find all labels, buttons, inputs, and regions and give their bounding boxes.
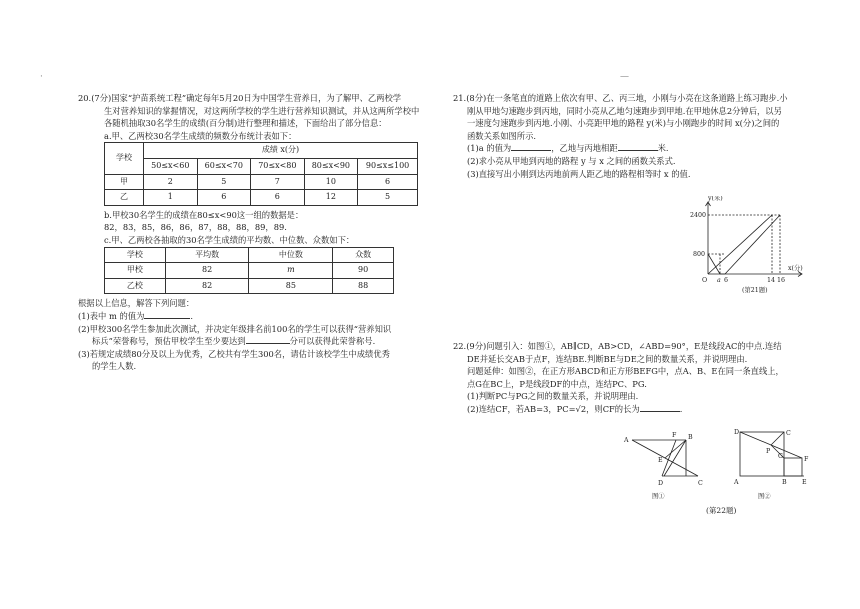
table-row (105, 263, 394, 279)
table-cell: 82 (165, 263, 249, 279)
q21-sub1-text: (1)a 的值为 (467, 143, 512, 154)
table-cell: m (249, 263, 333, 279)
x-tick-a: a (717, 277, 721, 284)
q20-intro-line1: 20.(7分)国家“护苗系统工程”确定每年5月20日为中国学生营养日，为了解甲、乙两校学 (78, 93, 402, 103)
q20-sub2-tail: 分可以获得此荣誉称号. (289, 336, 376, 347)
x-tick-6: 6 (724, 277, 729, 284)
figure-1-caption: 图① (652, 493, 665, 500)
label-f: F (672, 432, 677, 439)
q20-sub2-text: 标兵”荣誉称号，预估甲校学生至少要达到 (92, 336, 246, 347)
q20-intro-line2: 生对营养知识的掌握情况，对这两所学校的学生进行营养知识测试，并从这两所学校中 (104, 105, 420, 116)
q20-sub1: (1)表中 m 的值为 . (78, 310, 194, 321)
scan-mark: — (620, 72, 629, 82)
q21-sub1 (453, 142, 805, 155)
table-cell: 乙校 (105, 278, 166, 294)
q22-sub2-text: (2)连结CF，若AB=3，PC=√2，则CF的长为 (467, 403, 640, 414)
label-b: B (688, 434, 693, 441)
table-cell: 甲 (105, 174, 144, 190)
table-row (105, 190, 418, 206)
question-20 (78, 92, 423, 373)
table-row (105, 174, 418, 190)
table-cell: 甲校 (105, 263, 166, 279)
segment-db (664, 440, 686, 476)
table-cell: 12 (304, 190, 358, 206)
table-col-header: 60≤x<70 (197, 158, 251, 174)
scan-mark: · (40, 72, 43, 82)
table-cell: 乙 (105, 190, 144, 206)
table-col-header: 平均数 (165, 247, 249, 263)
label-d: D (658, 480, 664, 487)
label-a: A (624, 437, 629, 444)
label-f: F (804, 456, 809, 463)
q22-line4: 点G在BC上，P是线段DF的中点，连结PC、PG. (467, 378, 647, 389)
q21-line4: 函数关系如图所示. (467, 130, 537, 141)
question-21 (453, 92, 805, 180)
table-col-header: 学校 (105, 247, 166, 263)
q20-a-title: a.甲、乙两校30名学生成绩的频数分布统计表如下： (104, 130, 297, 141)
label-c: C (698, 480, 703, 487)
y-tick-2400: 2400 (690, 212, 707, 219)
q21-line1: 21.(8分)在一条笔直的道路上依次有甲、乙、丙三地，小刚与小亮在这条道路上练习跑步.小 (453, 93, 788, 103)
table-header-school: 学校 (105, 143, 144, 174)
square-befg (784, 458, 802, 476)
figure-2-caption: 图② (758, 493, 771, 500)
q22-caption: (第22题) (706, 506, 737, 515)
table-cell: 7 (251, 174, 305, 190)
label-e: E (802, 479, 807, 486)
q20-sub3-line1: (3)若规定成绩80分及以上为优秀，乙校共有学生300名，请估计该校学生中成绩优秀 (78, 348, 390, 359)
label-p: P (766, 448, 771, 455)
answer-blank[interactable] (640, 411, 680, 412)
q21-sub3: (3)直接写出小刚到达丙地前两人距乙地的路程相等时 x 的值. (467, 168, 691, 179)
q21-sub2: (2)求小亮从甲地到丙地的路程 y 与 x 之间的函数关系式. (467, 155, 676, 166)
q21-line3: 一速度匀速跑步到丙地.小刚、小亮距甲地的路程 y(米)与小刚跑步的时间 x(分)之间的 (467, 118, 780, 129)
answer-blank[interactable] (618, 150, 658, 151)
table-cell: 6 (251, 190, 305, 206)
frequency-table (104, 142, 418, 205)
segment-be (665, 440, 686, 458)
label-b: B (782, 479, 787, 486)
table-cell: 90 (333, 263, 394, 279)
segment-pc (771, 432, 784, 445)
table-cell: 2 (144, 174, 198, 190)
y-axis-label: y(米) (708, 196, 723, 202)
q22-figure-2 (732, 428, 812, 500)
q22-line1: 22.(9分)问题引入：如图①，AB∥CD，AB>CD，∠ABD=90°，E是线段AC的中点.连结 (453, 341, 782, 351)
table-cell: 6 (358, 174, 418, 190)
x-axis-label: x(分) (788, 265, 803, 272)
table-row (105, 278, 394, 294)
xiaoliang-line-1 (708, 254, 720, 274)
table-col-header: 90≤x≤100 (358, 158, 418, 174)
q22-sub2-tail: . (679, 403, 683, 414)
q21-line2: 刚从甲地匀速跑步到丙地，同时小亮从乙地匀速跑步到甲地.在甲地休息2分钟后，以另 (467, 105, 782, 116)
table-col-header: 70≤x<80 (251, 158, 305, 174)
q20-intro-line3: 各随机抽取30名学生的成绩(百分制)进行整理和描述，下面给出了部分信息： (104, 118, 387, 129)
table-cell: 1 (144, 190, 198, 206)
statistics-table (104, 247, 394, 295)
table-cell: 6 (197, 190, 251, 206)
q22-line3: 问题延伸：如图②，在正方形ABCD和正方形BEFG中，点A、B、E在同一条直线上， (467, 366, 784, 377)
label-g: G (778, 453, 784, 460)
answer-blank[interactable] (246, 343, 290, 344)
table-cell: 5 (358, 190, 418, 206)
q20-c-title: c.甲、乙两校各抽取的30名学生成绩的平均数、中位数、众数如下： (104, 234, 355, 245)
table-cell: 82 (165, 278, 249, 294)
xiaogang-line (708, 215, 772, 274)
question-22 (453, 340, 805, 416)
table-cell: 5 (197, 174, 251, 190)
table-cell: 88 (333, 278, 394, 294)
table-col-header: 50≤x<60 (144, 158, 198, 174)
label-d: D (734, 429, 740, 436)
q22-figure-1 (622, 428, 710, 500)
q20-sub1-text: (1)表中 m 的值为 (78, 310, 145, 321)
q21-sub1-tail: 米. (657, 143, 669, 154)
q20-sub2-line2 (78, 335, 423, 348)
table-col-header: 中位数 (249, 247, 333, 263)
q22-sub2 (453, 403, 805, 416)
figure-caption: (第21题) (742, 287, 768, 294)
table-col-header: 80≤x<90 (304, 158, 358, 174)
y-tick-800: 800 (693, 251, 706, 258)
label-e: E (658, 457, 663, 464)
x-tick-16: 16 (777, 277, 786, 284)
answer-blank[interactable] (144, 318, 190, 319)
q20-sub3-line2: 的学生人数. (92, 361, 137, 372)
table-cell: 85 (249, 278, 333, 294)
answer-blank[interactable] (511, 150, 551, 151)
origin-label: O (702, 277, 708, 284)
q22-sub1: (1)判断PC与PG之间的数量关系，并说明理由. (467, 391, 639, 402)
table-col-header: 众数 (333, 247, 394, 263)
q21-sub1-mid: ，乙地与丙地相距 (551, 143, 618, 154)
table-header-score: 成绩 x(分) (144, 143, 418, 159)
label-c: C (786, 430, 791, 437)
q20-sub2-line1: (2)甲校300名学生参加此次测试，并决定年级排名前100名的学生可以获得“营养知识 (78, 323, 392, 334)
q20-b-data: 82，83，85，86，86，87，88，88，89，89. (104, 222, 287, 233)
q22-line2: DE并延长交AB于点F，连结BE.判断BE与DE之间的数量关系，并说明理由. (467, 353, 748, 364)
q20-b-title: b.甲校30名学生的成绩在80≤x<90这一组的数据是： (104, 209, 304, 220)
table-cell: 10 (304, 174, 358, 190)
segment-df (662, 440, 676, 476)
x-tick-14: 14 (767, 277, 776, 284)
q21-distance-time-graph (690, 196, 810, 294)
label-a: A (734, 479, 739, 486)
q20-prompt: 根据以上信息，解答下列问题： (78, 298, 195, 309)
